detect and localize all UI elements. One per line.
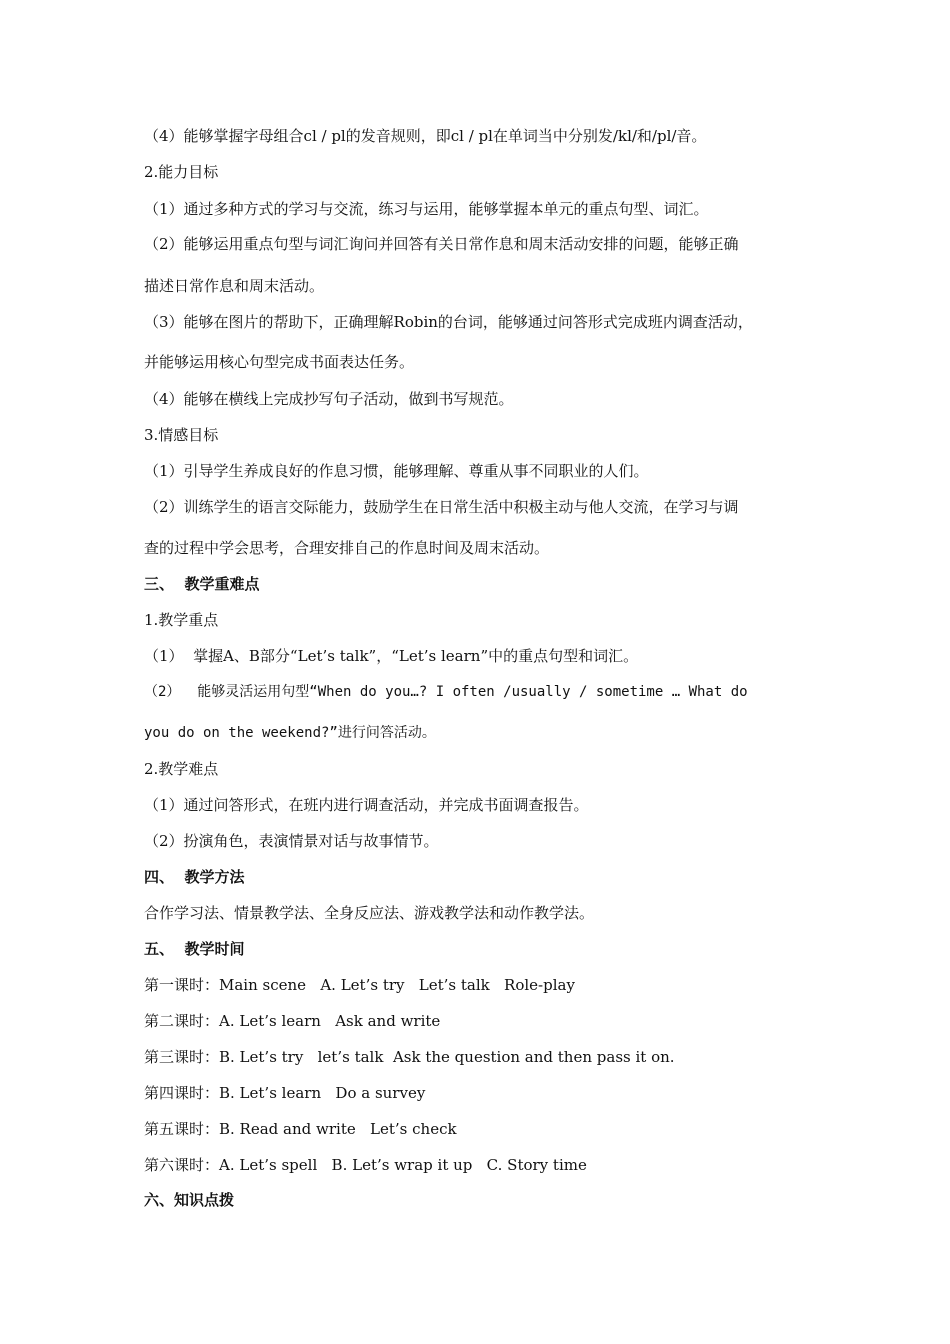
paragraph-line: （2） 能够灵活运用句型“When do you…? I often /usually / sometime … What do (144, 684, 748, 700)
paragraph-line: 查的过程中学会思考，合理安排自己的作息时间及周末活动。 (144, 539, 550, 557)
schedule-line: 第三课时：B. Let’s try let’s talk Ask the question and then pass it on. (144, 1048, 675, 1066)
schedule-line: 第二课时：A. Let’s learn Ask and write (144, 1012, 441, 1030)
section-heading: 3.情感目标 (144, 426, 219, 444)
paragraph-line: 合作学习法、情景教学法、全身反应法、游戏教学法和动作教学法。 (144, 904, 595, 922)
section-heading: 2.能力目标 (144, 163, 219, 181)
paragraph-line: （1）引导学生养成良好的作息习惯，能够理解、尊重从事不同职业的人们。 (144, 462, 649, 480)
paragraph-line: （1）通过多种方式的学习与交流，练习与运用，能够掌握本单元的重点句型、词汇。 (144, 200, 709, 218)
paragraph-line: （4）能够在横线上完成抄写句子活动，做到书写规范。 (144, 390, 514, 408)
paragraph-line: （3）能够在图片的帮助下，正确理解Robin的台词，能够通过问答形式完成班内调查活动， (144, 313, 753, 331)
paragraph-line: （2）能够运用重点句型与词汇询问并回答有关日常作息和周末活动安排的问题，能够正确 (144, 235, 739, 253)
paragraph-line: （1）通过问答形式，在班内进行调查活动，并完成书面调查报告。 (144, 796, 589, 814)
section-heading-bold: 五、 教学时间 (144, 940, 245, 958)
section-heading-bold: 四、 教学方法 (144, 868, 245, 886)
paragraph-line: 描述日常作息和周末活动。 (144, 277, 325, 295)
section-heading-bold: 三、 教学重难点 (144, 575, 260, 593)
section-heading: 1.教学重点 (144, 611, 219, 629)
paragraph-line: （2）扮演角色，表演情景对话与故事情节。 (144, 832, 439, 850)
paragraph-line: 并能够运用核心句型完成书面表达任务。 (144, 353, 415, 371)
schedule-line: 第六课时：A. Let’s spell B. Let’s wrap it up C. Story time (144, 1156, 587, 1174)
schedule-line: 第四课时：B. Let’s learn Do a survey (144, 1084, 426, 1102)
paragraph-line: （2）训练学生的语言交际能力，鼓励学生在日常生活中积极主动与他人交流，在学习与调 (144, 498, 739, 516)
paragraph-line: you do on the weekend?”进行问答活动。 (144, 725, 436, 741)
paragraph-line: （4）能够掌握字母组合cl / pl的发音规则，即cl / pl在单词当中分别发/kl/和/pl/音。 (144, 127, 707, 145)
schedule-line: 第五课时：B. Read and write Let’s check (144, 1120, 457, 1138)
section-heading-bold: 六、知识点拨 (144, 1191, 235, 1209)
paragraph-line: （1） 掌握A、B部分“Let’s talk”，“Let’s learn”中的重点句型和词汇。 (144, 647, 639, 665)
schedule-line: 第一课时：Main scene A. Let’s try Let’s talk Role-play (144, 976, 575, 994)
section-heading: 2.教学难点 (144, 760, 219, 778)
